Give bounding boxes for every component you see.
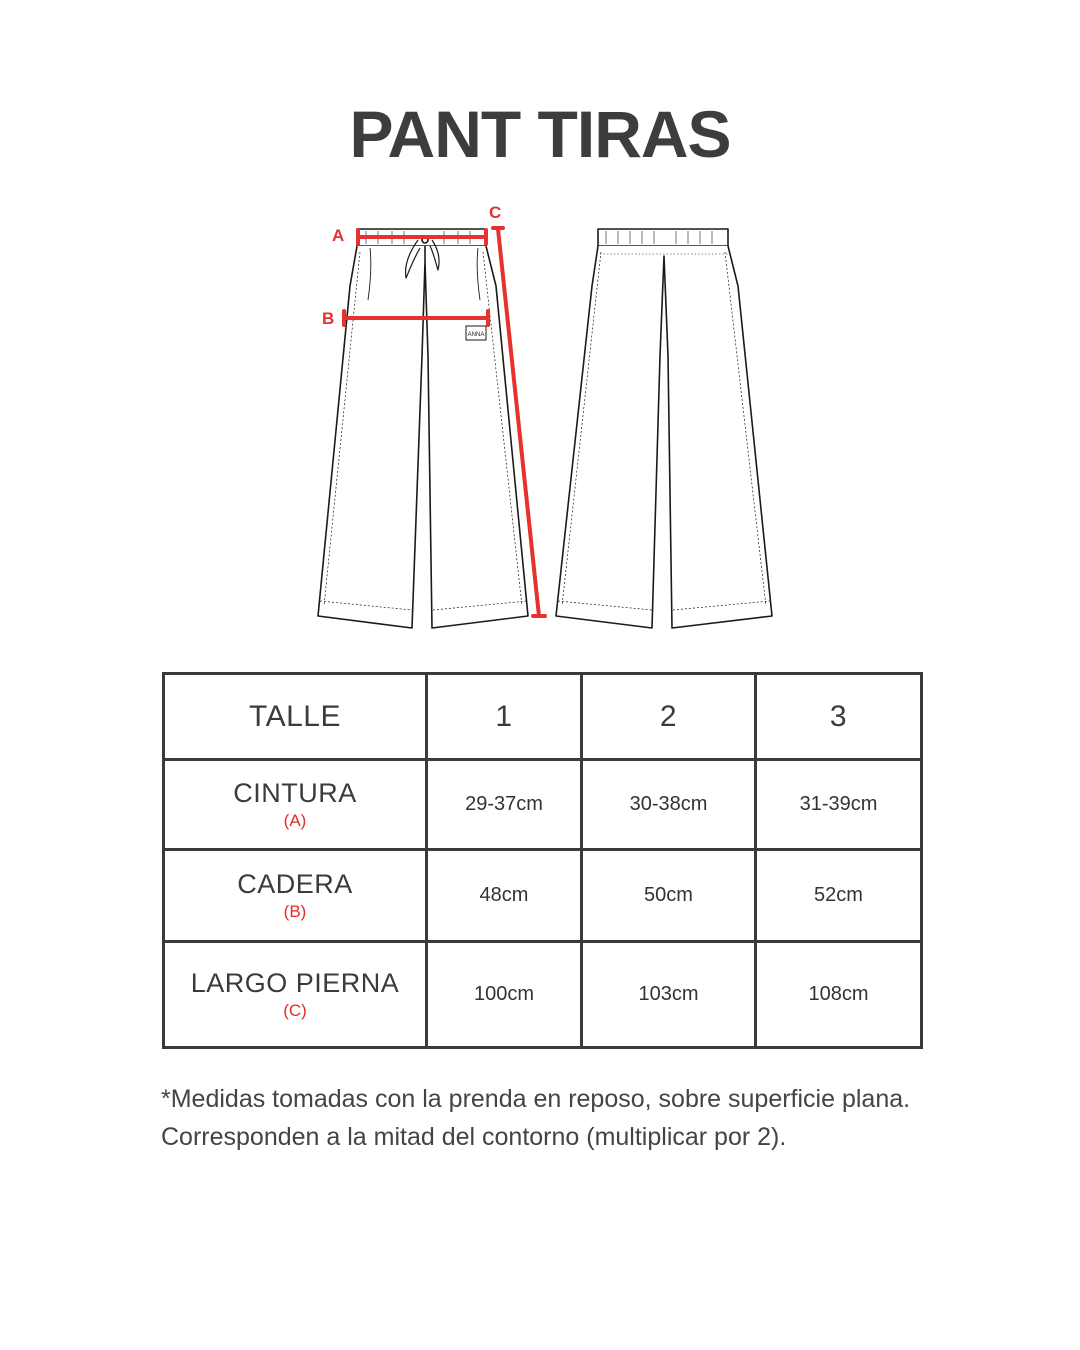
value-cell: 52cm [756,850,922,942]
measurement-note [161,1080,1021,1156]
row-code: (C) [283,1000,307,1020]
value-cell: 48cm [427,850,582,942]
row-code: (B) [283,901,307,921]
page-title: PANT TIRAS [349,97,731,171]
marker-b-label: B [322,309,335,328]
size-table [162,672,923,1049]
marker-a-label: A [332,226,345,245]
header-talle: TALLE [164,674,427,760]
marker-c-label: C [489,203,502,222]
header-size-3: 3 [756,674,922,760]
row-name: CINTURA [233,777,357,808]
value-cell: 108cm [756,942,922,1048]
row-code: (A) [283,810,307,830]
row-label-cell [164,850,427,942]
table-row [164,850,922,942]
value-cell: 100cm [427,942,582,1048]
table-row [164,760,922,850]
note-line-2: Corresponden a la mitad del contorno (multiplicar por 2). [161,1123,787,1151]
value-cell: 103cm [582,942,756,1048]
front-pants-outline [318,229,528,628]
brand-tag-label: ANNA [467,332,485,338]
value-cell: 50cm [582,850,756,942]
value-cell: 31-39cm [756,760,922,850]
row-label-cell [164,760,427,850]
header-size-2: 2 [582,674,756,760]
value-cell: 30-38cm [582,760,756,850]
note-line-1: *Medidas tomadas con la prenda en reposo, sobre superficie plana. [161,1085,911,1113]
back-pants-outline [556,229,772,628]
row-name: LARGO PIERNA [190,967,400,998]
value-cell: 29-37cm [427,760,582,850]
row-label-cell [164,942,427,1048]
row-name: CADERA [237,868,353,899]
pants-diagram [300,196,790,646]
table-row [164,942,922,1048]
table-header-row [164,674,922,760]
header-size-1: 1 [427,674,582,760]
